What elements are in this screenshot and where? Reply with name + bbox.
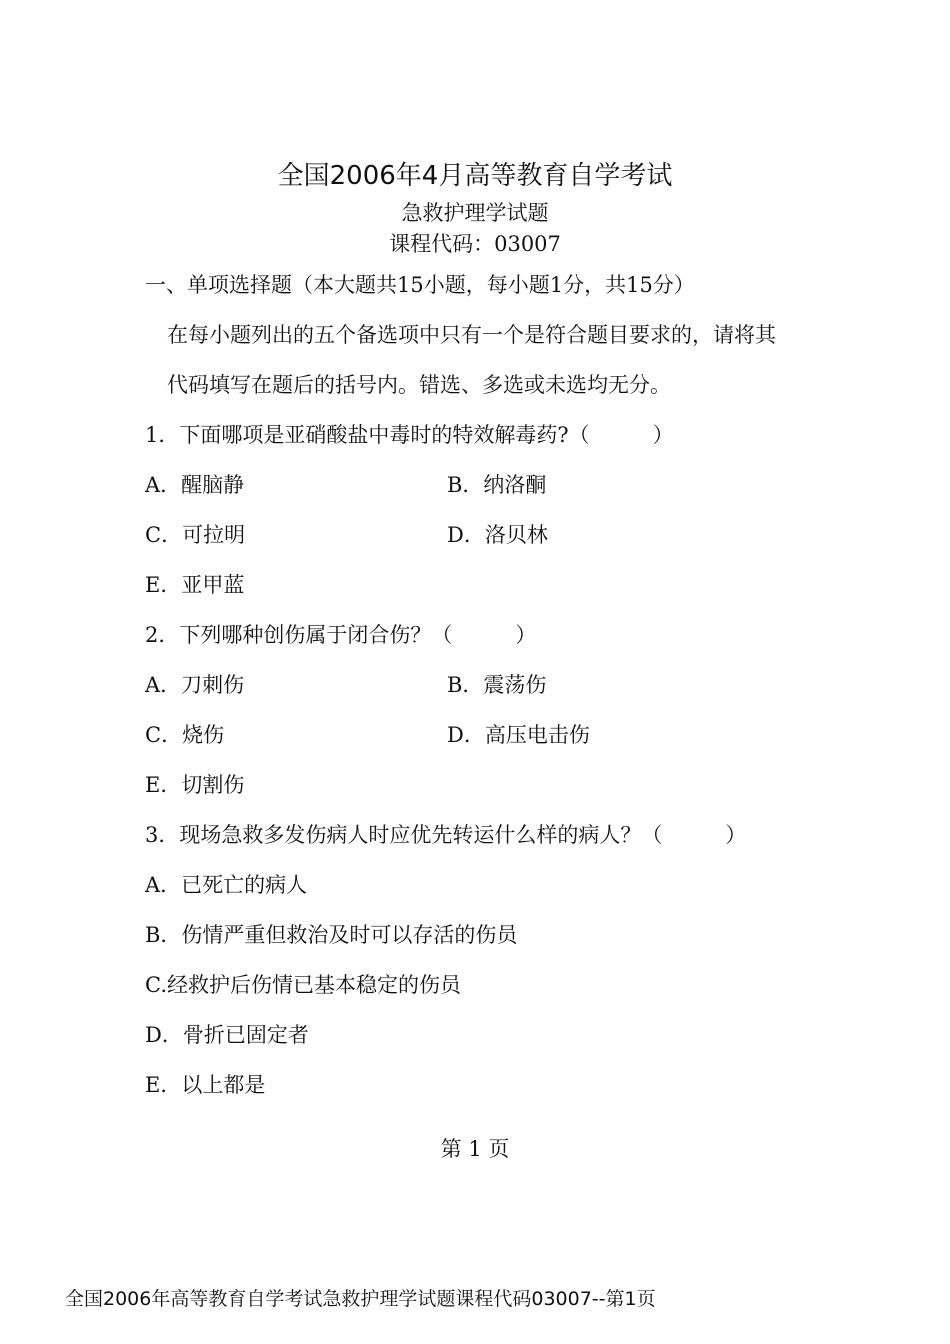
exam-title: 全国2006年4月高等教育自学考试 [277, 161, 673, 191]
question-3-stem: 3．现场急救多发伤病人时应优先转运什么样的病人？（ ） [145, 823, 747, 847]
question-2-stem: 2．下列哪种创伤属于闭合伤？（ ） [145, 623, 537, 647]
question-3-option-e: E．以上都是 [145, 1073, 266, 1097]
section-heading: 一、单项选择题（本大题共15小题，每小题1分，共15分） [145, 273, 695, 297]
question-1-option-e: E．亚甲蓝 [145, 573, 245, 597]
question-2-option-d: D．高压电击伤 [447, 723, 590, 747]
question-1-option-b: B．纳洛酮 [447, 473, 547, 497]
question-1-option-a: A．醒脑静 [145, 473, 245, 497]
question-3-option-c: C.经救护后伤情已基本稳定的伤员 [145, 973, 461, 997]
question-2-option-c: C．烧伤 [145, 723, 225, 747]
exam-subtitle: 急救护理学试题 [401, 201, 549, 225]
question-1-stem: 1．下面哪项是亚硝酸盐中毒时的特效解毒药?（ ） [145, 423, 674, 447]
instruction-line-1: 在每小题列出的五个备选项中只有一个是符合题目要求的，请将其 [167, 323, 776, 347]
question-3-option-a: A．已死亡的病人 [145, 873, 308, 897]
document-footer: 全国2006年高等教育自学考试急救护理学试题课程代码03007--第1页 [65, 1288, 656, 1310]
question-2-option-b: B．震荡伤 [447, 673, 547, 697]
course-code: 课程代码：03007 [389, 232, 561, 256]
question-1-option-c: C．可拉明 [145, 523, 246, 547]
question-2-option-a: A．刀刺伤 [145, 673, 245, 697]
instruction-line-2: 代码填写在题后的括号内。错选、多选或未选均无分。 [167, 373, 671, 397]
question-3-option-b: B．伤情严重但救治及时可以存活的伤员 [145, 923, 518, 947]
page-number: 第 1 页 [440, 1137, 510, 1161]
question-3-option-d: D．骨折已固定者 [145, 1023, 309, 1047]
question-2-option-e: E．切割伤 [145, 773, 245, 797]
question-1-option-d: D．洛贝林 [447, 523, 548, 547]
